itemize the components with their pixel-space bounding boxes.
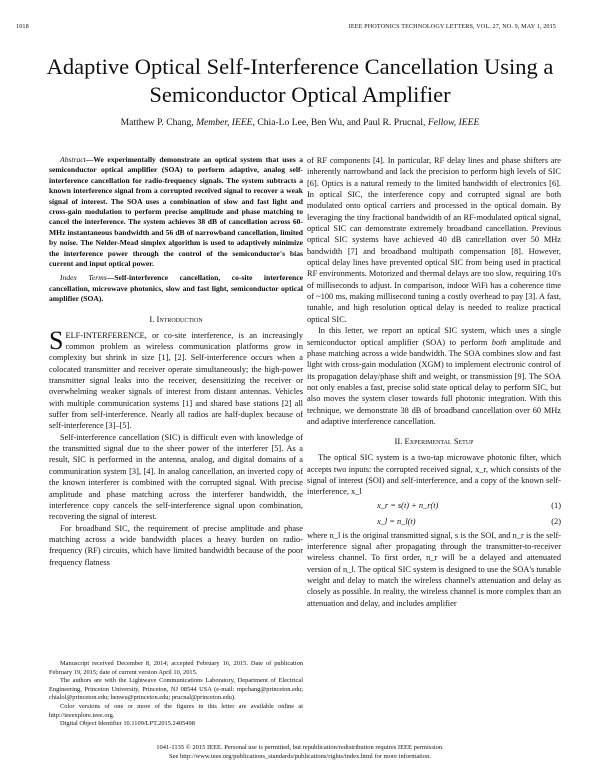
equation-1-number: (1) xyxy=(551,500,561,510)
paper-title: Adaptive Optical Self-Interference Cancellation Using a Semiconductor Optical Amplifier xyxy=(46,54,554,107)
author-last-role: Fellow, IEEE xyxy=(427,117,480,128)
p2-text-a: In this letter, we report an optical SIC system, which uses a single semiconductor optical amplifier (SOA) to perform xyxy=(307,326,561,347)
index-terms xyxy=(49,273,303,304)
section-heading-experimental-setup: II. Experimental Setup xyxy=(394,436,474,447)
author-1: Matthew P. Chang, xyxy=(120,117,194,128)
intro-paragraph-3: For broadband SIC, the requirement of precise amplitude and phase matching across a wide bandwidth places a heavy burden on radio-frequency (RF) circuits, which have limited bandwidth because of the poor frequency flatness xyxy=(49,523,303,567)
equation-2-body: x_l = n_l(t) xyxy=(377,516,416,526)
right-paragraph-2 xyxy=(307,325,561,427)
p2-text-b: amplitude and phase matching across a wide bandwidth. The SOA combines slow and fast light with cross-gain modulation (XGM) to implement electronic control of its propagation delay/phase shift and weight, or transmission [9]. The SOA not only enables a fast, precise solid state optical delay to perform SIC, but also moves the system closer towards full photonic integration. With this technique, we demonstrate 38 dB of broadband cancellation over 60 MHz and adaptive interference cancellation. xyxy=(307,337,561,426)
author-line xyxy=(0,117,600,128)
setup-paragraph-2: where n_l is the original transmitted signal, s is the SOI, and n_r is the self-interference signal after propagating through the transmitter-to-receiver wireless channel. To first order, n_r will be a delayed and attenuated version of n_l. The optical SIC system is designed to use the SOA's tunable weight and delay to match the wireless channel's attenuation and delay as closely as possible. In reality, the wireless channel is more complex than an attenuation and delay, and includes amplifier xyxy=(307,530,561,608)
copyright-line-2: See http://www.ieee.org/publications_standards/publications/rights/index.html for more information. xyxy=(169,753,431,760)
right-column xyxy=(307,155,561,609)
footnote-affiliation: The authors are with the Lightwave Communications Laboratory, Department of Electrical Engineering, Princeton University, Princeton, NJ 08544 USA (e-mail: mpchang@princeton.edu; chialol@princeton.edu; benwu@princeton.edu; prucnal@princeton.edu). xyxy=(49,677,303,702)
page-number: 1018 xyxy=(16,23,29,30)
running-header: IEEE PHOTONICS TECHNOLOGY LETTERS, VOL. 27, NO. 9, MAY 1, 2015 xyxy=(348,23,556,30)
copyright-notice xyxy=(0,743,600,761)
equation-2 xyxy=(307,514,561,530)
copyright-line-1: 1041-1135 © 2015 IEEE. Personal use is permitted, but republication/redistribution requires IEEE permission. xyxy=(156,744,444,751)
index-terms-label: Index Terms xyxy=(60,273,107,283)
p2-emphasis: both xyxy=(491,337,507,347)
abstract-text: —We experimentally demonstrate an optical system that uses a semiconductor optical amplifier (SOA) to perform adaptive, analog self-interference cancellation for radio-frequency signals. The system subtracts a known interference signal from a corrupted received signal to recover a weak signal of interest. The SOA uses a combination of slow and fast light and cross-gain modulation to perform precise amplitude and phase matching to cancel the interference. The system achieves 38 dB of cancellation across 60-MHz instantaneous bandwidth and 56 dB of narrowband cancellation, limited by noise. The Nelder-Mead simplex algorithm is used to adaptively minimize the interference power through the control of the semiconductor's bias current and input optical power. xyxy=(49,155,303,269)
footnotes xyxy=(49,660,303,729)
drop-cap: S xyxy=(49,325,64,355)
left-column xyxy=(49,155,303,568)
equation-1 xyxy=(307,498,561,514)
section-heading-introduction: I. Introduction xyxy=(149,313,203,324)
footnote-manuscript: Manuscript received December 8, 2014; accepted February 16, 2015. Date of publication February 19, 2015; date of current version April 10, 2015. xyxy=(49,660,303,676)
equation-2-number: (2) xyxy=(551,516,561,526)
equation-1-body: x_r = s(t) + n_r(t) xyxy=(377,500,439,510)
abstract-label: Abstract xyxy=(60,155,86,164)
author-1-role: Member, IEEE xyxy=(196,117,253,128)
authors-rest: , Chia-Lo Lee, Ben Wu, and Paul R. Prucnal, xyxy=(252,117,426,128)
footnote-color: Color versions of one or more of the figures in this letter are available online at http://ieeexplore.ieee.org. xyxy=(49,702,303,719)
intro-p1-text: ELF-INTERFERENCE, or co-site interference, is an increasingly common problem as wireless communication platforms grow in complexity but shrink in size [1], [2]. Self-interference occurs when a colocated transmitter and receiver operate simultaneously; the high-power transmitter signal leaks into the receiver, desensitizing the receiver or overwhelming weaker signals of interest from distant antennas. Vehicles with multiple communication systems [1] and shared base stations [2] all suffer from self-interference. Nearly all radios are half-duplex because of self-interference [3]–[5]. xyxy=(49,330,303,431)
abstract xyxy=(49,155,303,269)
footnote-doi: Digital Object Identifier 10.1109/LPT.2015.2405498 xyxy=(60,720,195,728)
intro-paragraph-2: Self-interference cancellation (SIC) is difficult even with knowledge of the transmitted signal due to the sheer power of the interferer [5]. As a result, SIC is performed in the antenna, analog, and digital domains of a communication system [3], [4]. In analog cancellation, an inverted copy of the known interferer is combined with the corrupted signal. With precise amplitude and phase matching across the interferer bandwidth, the interference copy cancels the self-interference signal upon combination, recovering the signal of interest. xyxy=(49,432,303,522)
index-terms-text: —Self-interference cancellation, co-site interference cancellation, microwave photonics, slow and fast light, semiconductor optical amplifier (SOA). xyxy=(49,273,303,304)
right-paragraph-1: of RF components [4]. In particular, RF delay lines and phase shifters are inherently narrowband and lack the precision to perform high levels of SIC [6]. Optics is a natural remedy to the limited bandwidth of electronics [6]. In optical SIC, the interference copy and corrupted signal are both modulated onto optical carriers and processed in the optical domain. By leveraging the tiny fractional bandwidth of an RF-modulated optical signal, optical SIC can demonstrate extremely broadband cancellation. Previous optical SIC systems have achieved 40 dB cancellation over 50 MHz bandwidth [7] and broadband multipath compensation [8]. However, optical delay lines have prevented optical SIC from being used in practical RF environments. Motorized and thermal delays are too slow, requiring 10's of milliseconds to adjust. In comparison, indoor WiFi has a coherence time of ~100 ms, making millisecond tuning a costly overhead to pay [3]. A fast, tunable, and high resolution optical delay is needed to realize practical optical SIC. xyxy=(307,156,562,324)
intro-paragraph-1 xyxy=(49,325,303,432)
setup-paragraph-1: The optical SIC system is a two-tap microwave photonic filter, which accepts two inputs: the corrupted received signal, x_r, which consists of the signal of interest (SOI) and self-interference, and a copy of the known self-interference, x_l xyxy=(307,453,561,497)
